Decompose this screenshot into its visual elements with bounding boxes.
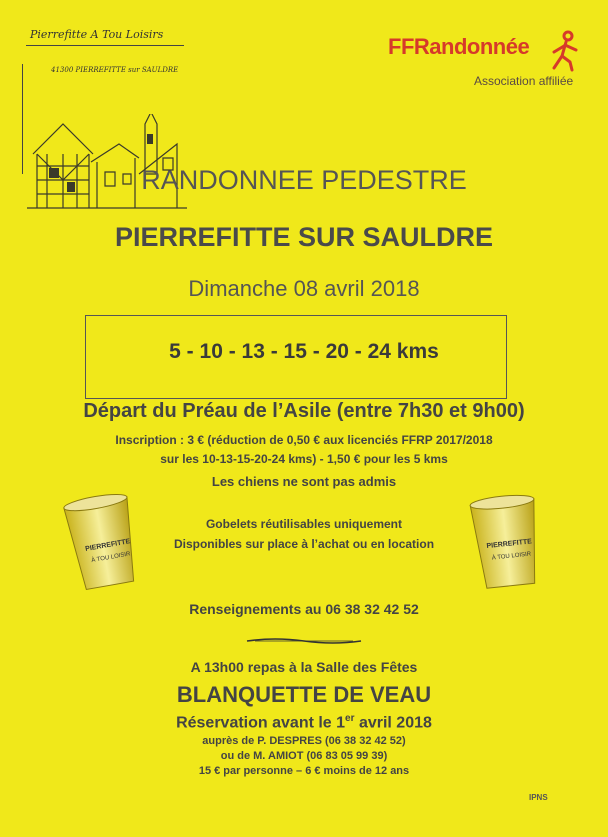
ffr-ff: FF xyxy=(388,34,414,59)
meal-contact1: auprès de P. DESPRES (06 38 32 42 52) xyxy=(202,735,406,747)
cup-label-line1: PIERREFITTE xyxy=(486,538,533,551)
event-distances: 5 - 10 - 13 - 15 - 20 - 24 kms xyxy=(169,340,439,363)
decorative-separator-icon xyxy=(245,636,363,646)
cup-label-line1: PIERREFITTE xyxy=(84,538,131,553)
meal-reservation xyxy=(0,713,608,732)
info-phone: Renseignements au 06 38 32 42 52 xyxy=(189,601,419,617)
event-title: RANDONNEE PEDESTRE xyxy=(141,165,467,195)
ffrandonnee-logo xyxy=(388,34,588,88)
club-logo xyxy=(22,28,192,74)
hiker-icon xyxy=(548,30,582,72)
ipns-mark: IPNS xyxy=(529,793,548,802)
event-town: PIERREFITTE SUR SAULDRE xyxy=(114,222,494,252)
reservation-sup: er xyxy=(345,713,355,724)
club-frame xyxy=(22,64,191,174)
inscription-line2: sur les 10-13-15-20-24 kms) - 1,50 € pour les 5 kms xyxy=(160,452,448,466)
inscription-line1: Inscription : 3 € (réduction de 0,50 € aux licenciés FFRP 2017/2018 xyxy=(115,433,493,447)
club-address: 41300 PIERREFITTE sur SAULDRE xyxy=(51,66,179,74)
meal-contact2: ou de M. AMIOT (06 83 05 99 39) xyxy=(220,750,388,762)
ffr-subtitle: Association affiliée xyxy=(474,74,574,88)
cup-label-line2: À TOU LOISIR xyxy=(90,551,131,565)
reservation-suffix: avril 2018 xyxy=(354,714,432,732)
club-name: Pierrefitte A Tou Loisirs xyxy=(30,28,164,41)
cup-label-line2: À TOU LOISIR xyxy=(491,551,532,562)
reservation-prefix: Réservation avant le 1 xyxy=(176,714,346,732)
club-rule xyxy=(26,45,184,46)
departure-info: Départ du Préau de l’Asile (entre 7h30 et 9h00) xyxy=(83,400,525,422)
cups-line1: Gobelets réutilisables uniquement xyxy=(205,517,403,531)
meal-dish: BLANQUETTE DE VEAU xyxy=(176,682,432,707)
meal-prices: 15 € par personne – 6 € moins de 12 ans xyxy=(198,765,410,777)
dogs-notice: Les chiens ne sont pas admis xyxy=(211,474,397,489)
cups-line2: Disponibles sur place à l’achat ou en location xyxy=(173,537,435,551)
meal-time-place: A 13h00 repas à la Salle des Fêtes xyxy=(190,659,418,675)
event-date: Dimanche 08 avril 2018 xyxy=(188,276,420,301)
ffr-brand: Randonnée xyxy=(413,34,530,59)
